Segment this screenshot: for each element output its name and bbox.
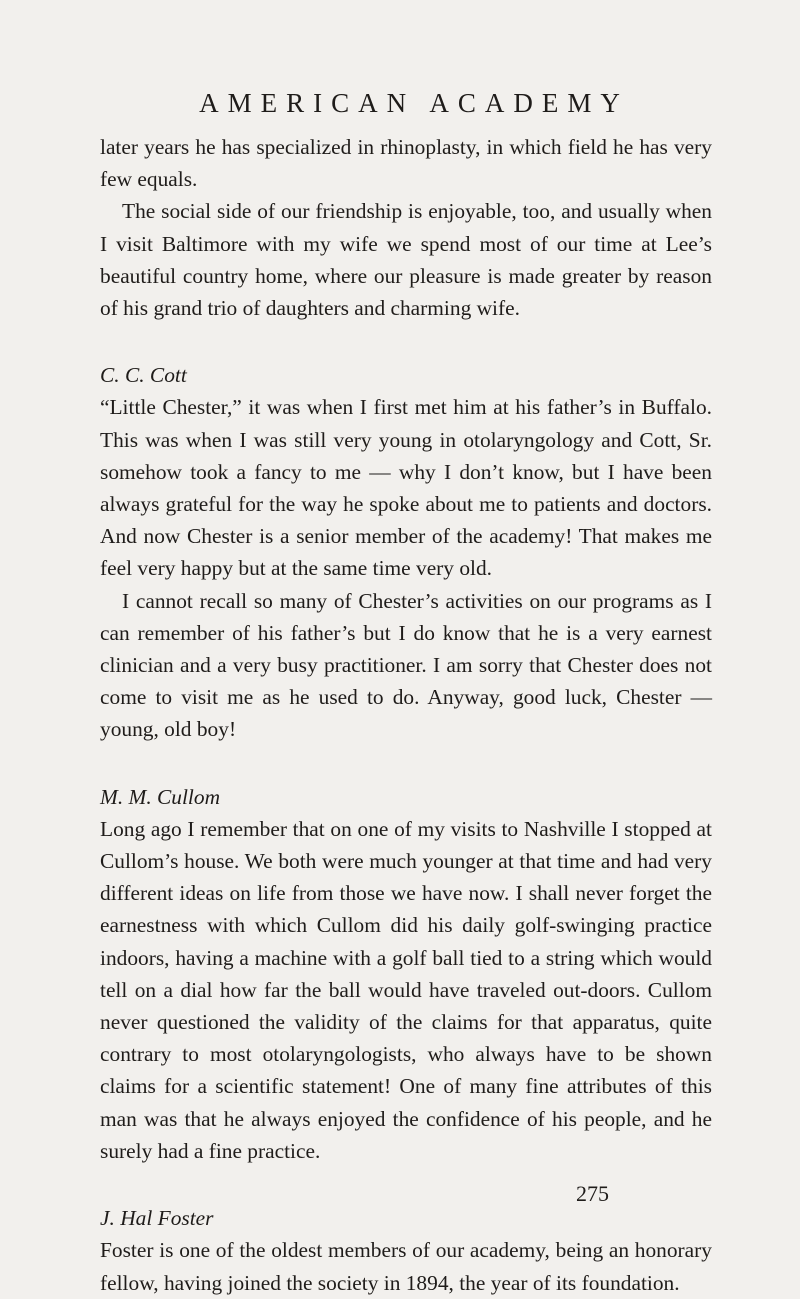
section-heading-cott: C. C. Cott [100,363,187,388]
paragraph-chester-activities: I cannot recall so many of Chester’s activities on our programs as I can remember of his father’s but I do know that he is a very earnest clinician and a very busy practitioner. I am sorry that Chester does not come to visit me as he used to do. Anyway, good luck, Chester — young, old boy! [100,588,712,742]
section-gap [100,324,712,359]
section-gap [100,1167,712,1202]
section-heading-cullom: M. M. Cullom [100,784,221,809]
running-head: AMERICAN ACADEMY [199,88,629,118]
page-number: 275 [576,1181,609,1206]
section-gap [100,746,712,781]
paragraph-foster: Foster is one of the oldest members of our academy, being an honorary fellow, having joined the society in 1894, the year of its foundation. [100,1238,712,1295]
section-heading-foster: J. Hal Foster [100,1206,214,1231]
paragraph-cullom: Long ago I remember that on one of my visits to Nashville I stopped at Cullom’s house. We both were much younger at that time and had very different ideas on life from those we have now. I shall never forget the earnestness with which Cullom did his daily golf-swinging practice indoors, having a machine with a golf ball tied to a string which would tell on a dial how far the ball would have traveled out-doors. Cullom never questioned the validity of the claims for that apparatus, quite contrary to most otolaryngologists, who always have to be shown claims for a scientific statement! One of many fine attributes of this man was that he always enjoyed the confidence of his people, and he surely had a fine practice. [100,816,712,1163]
body-text [100,131,712,1299]
paragraph-social-side: The social side of our friendship is enjoyable, too, and usually when I visit Baltimore with my wife we spend most of our time at Lee’s beautiful country home, where our pleasure is made greater by reason of his grand trio of daughters and charming wife. [100,199,712,321]
paragraph-little-chester: “Little Chester,” it was when I first met him at his father’s in Buffalo. This was when I was still very young in otolaryngology and Cott, Sr. somehow took a fancy to me — why I don’t know, but I have been always grateful for the way he spoke about me to patients and doctors. And now Chester is a senior member of the academy! That makes me feel very happy but at the same time very old. [100,395,712,581]
paragraph-rhinoplasty: later years he has specialized in rhinoplasty, in which field he has very few equals. [100,135,712,192]
